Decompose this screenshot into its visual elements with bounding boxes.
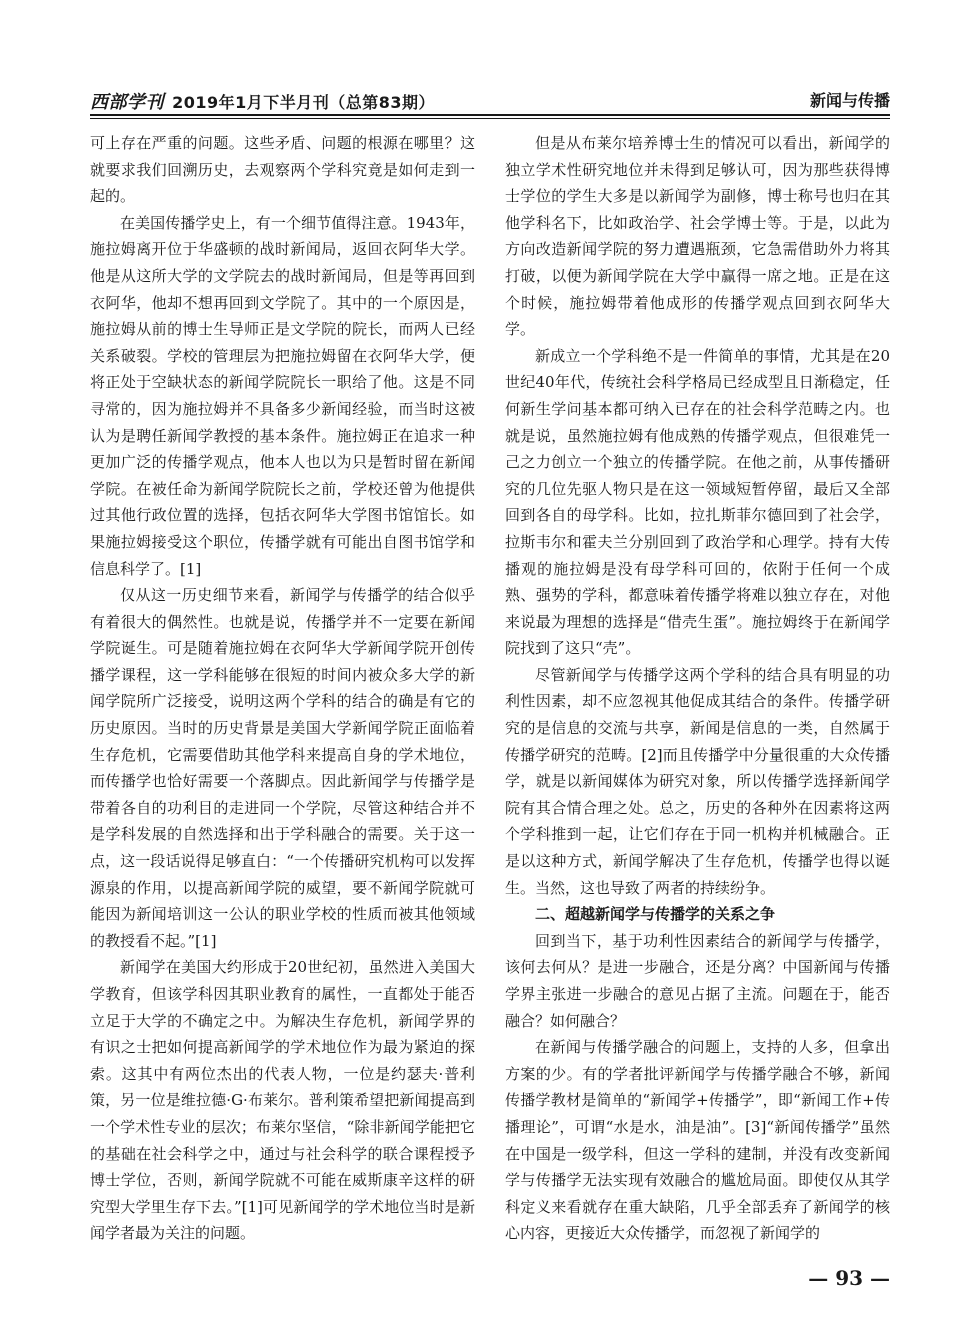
header-rule-thin	[90, 118, 890, 119]
paragraph: 新成立一个学科绝不是一件简单的事情，尤其是在20世纪40年代，传统社会科学格局已经成型且日渐稳定，任何新生学问基本都可纳入已存在的社会科学范畴之内。也就是说，虽然施拉姆有他成熟的传播学观点，但很难凭一己之力创立一个独立的传播学院。在他之前，从事传播研究的几位先驱人物只是在这一领域短暂停留，最后又全部回到各自的母学科。比如，拉扎斯菲尔德回到了社会学，拉斯韦尔和霍夫兰分别回到了政治学和心理学。持有大传播观的施拉姆是没有母学科可回的，依附于任何一个成熟、强势的学科，都意味着传播学将难以独立存在，对他来说最为理想的选择是“借壳生蛋”。施拉姆终于在新闻学院找到了这只“壳”。	[505, 346, 890, 658]
journal-logo: 西部学刊	[90, 92, 164, 113]
paragraph: 在新闻与传播学融合的问题上，支持的人多，但拿出方案的少。有的学者批评新闻学与传播学融合不够，新闻传播学教材是简单的“新闻学+传播学”，即“新闻工作+传播理论”，可谓“水是水，油是油”。[3]“新闻传播学”虽然在中国是一级学科，但这一学科的建制，并没有改变新闻学与传播学无法实现有效融合的尴尬局面。即使仅从其学科定义来看就存在重大缺陷，几乎全部丢弃了新闻学的核心内容，更接近大众传播学，而忽视了新闻学的	[505, 1038, 890, 1243]
paragraph: 在美国传播学史上，有一个细节值得注意。1943年，施拉姆离开位于华盛顿的战时新闻局，返回衣阿华大学。他是从这所大学的文学院去的战时新闻局，但是等再回到衣阿华，他却不想再回到文学院了。其中的一个原因是，施拉姆从前的博士生导师正是文学院的院长，而两人已经关系破裂。学校的管理层为把施拉姆留在衣阿华大学，便将正处于空缺状态的新闻学院院长一职给了他。这是不同寻常的，因为施拉姆并不具备多少新闻经验，而当时这被认为是聘任新闻学教授的基本条件。施拉姆正在追求一种更加广泛的传播学观点，他本人也以为只是暂时留在新闻学院。在被任命为新闻学院院长之前，学校还曾为他提供过其他行政位置的选择，包括衣阿华大学图书馆馆长。如果施拉姆接受这个职位，传播学就有可能出自图书馆学和信息科学了。[1]	[90, 213, 475, 578]
paragraph: 新闻学在美国大约形成于20世纪初，虽然进入美国大学教育，但该学科因其职业教育的属性，一直都处于能否立足于大学的不确定之中。为解决生存危机，新闻学界的有识之士把如何提高新闻学的学术地位作为最为紧迫的探索。这其中有两位杰出的代表人物，一位是约瑟夫·普利策，另一位是维拉德·G·布莱尔。普利策希望把新闻提高到一个学术性专业的层次；布莱尔坚信，“除非新闻学能把它的基础在社会科学之中，通过与社会科学的联合课程授予博士学位，否则，新闻学院就不可能在威斯康辛这样的研究型大学里生存下去。”[1]可见新闻学的学术地位当时是新闻学者最为关注的问题。	[90, 958, 475, 1243]
running-header	[90, 88, 890, 114]
issue-info: 2019年1月下半月刊（总第83期）	[172, 93, 436, 112]
section-name: 新闻与传播	[809, 91, 890, 110]
paragraph: 但是从布莱尔培养博士生的情况可以看出，新闻学的独立学术性研究地位并未得到足够认可，因为那些获得博士学位的学生大多是以新闻学为副修，博士称号也归在其他学科名下，比如政治学、社会学博士等。于是，以此为方向改造新闻学院的努力遭遇瓶颈，它急需借助外力将其打破，以便为新闻学院在大学中赢得一席之地。正是在这个时候，施拉姆带着他成形的传播学观点回到衣阿华大学。	[505, 134, 890, 339]
left-column	[90, 130, 475, 1247]
right-column	[505, 130, 890, 1247]
paragraph: 尽管新闻学与传播学这两个学科的结合具有明显的功利性因素，却不应忽视其他促成其结合的条件。传播学研究的是信息的交流与共享，新闻是信息的一类，自然属于传播学研究的范畴。[2]而且传播学中分量很重的大众传播学，就是以新闻媒体为研究对象，所以传播学选择新闻学院有其合情合理之处。总之，历史的各种外在因素将这两个学科推到一起，让它们存在于同一机构并机械融合。正是以这种方式，新闻学解决了生存危机，传播学也得以诞生。当然，这也导致了两者的持续纷争。	[505, 665, 890, 897]
journal-issue-line	[90, 88, 435, 114]
page-number-wrap	[0, 1266, 980, 1290]
page-number: — 93 —	[808, 1266, 890, 1290]
header-rule-thick	[90, 114, 890, 116]
paragraph: 回到当下，基于功利性因素结合的新闻学与传播学，该何去何从？是进一步融合，还是分离？中国新闻与传播学界主张进一步融合的意见占据了主流。问题在于，能否融合？如何融合？	[505, 931, 890, 1030]
section-heading: 二、超越新闻学与传播学的关系之争	[535, 905, 776, 924]
paragraph: 可上存在严重的问题。这些矛盾、问题的根源在哪里？这就要求我们回溯历史，去观察两个学科究竟是如何走到一起的。	[90, 134, 475, 206]
paragraph: 仅从这一历史细节来看，新闻学与传播学的结合似乎有着很大的偶然性。也就是说，传播学并不一定要在新闻学院诞生。可是随着施拉姆在衣阿华大学新闻学院开创传播学课程，这一学科能够在很短的时间内被众多大学的新闻学院所广泛接受，说明这两个学科的结合的确是有它的历史原因。当时的历史背景是美国大学新闻学院正面临着生存危机，它需要借助其他学科来提高自身的学术地位，而传播学也恰好需要一个落脚点。因此新闻学与传播学是带着各自的功利目的走进同一个学院，尽管这种结合并不是学科发展的自然选择和出于学科融合的需要。关于这一点，这一段话说得足够直白：“一个传播研究机构可以发挥源泉的作用，以提高新闻学院的威望，要不新闻学院就可能因为新闻培训这一公认的职业学校的性质而被其他领域的教授看不起。”[1]	[90, 586, 475, 950]
